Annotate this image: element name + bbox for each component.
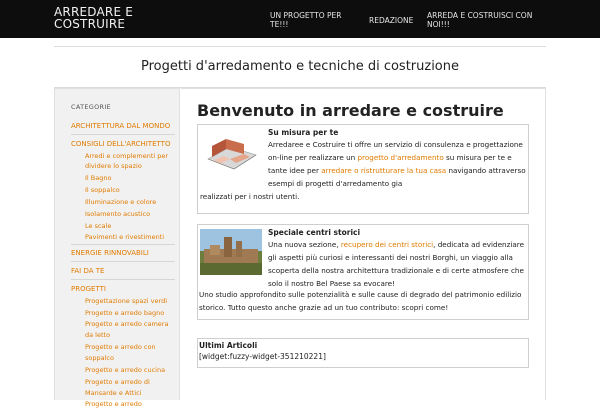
subcategory-item[interactable]: Progetto e arredo camera: [85, 320, 169, 328]
project-rendering-image[interactable]: [200, 129, 262, 175]
subcategory-item[interactable]: Progettazione spazi verdi: [85, 297, 168, 305]
box-text-continued: Uno studio approfondito sulle potenzialità e sulle cause di degrado del patrimonio edilizio storico. Tutto questo anche grazie ad un tuo contributo: scopri come!: [199, 290, 522, 312]
divider: [71, 244, 175, 245]
subcategory-item[interactable]: Mansarde e Attici: [85, 389, 142, 397]
subcategory-item[interactable]: Illuminazione e colore: [85, 198, 157, 206]
subcategory-item[interactable]: da letto: [85, 331, 111, 339]
site-tagline: Progetti d'arredamento e tecniche di costruzione: [141, 59, 459, 74]
box-text: Una nuova sezione, recupero dei centri storici, dedicata ad evidenziare gli aspetti più curiosi e interessanti dei nostri Borghi, un viaggio alla scoperta della nostra architettura tradizionale e di certe atmosfere che solo il nostro Bel Paese sa evocare!: [268, 240, 524, 288]
box-title: Speciale centri storici: [268, 228, 361, 237]
subcategory-item[interactable]: Progetto e arredo di: [85, 378, 150, 386]
category-energie[interactable]: ENERGIE RINNOVABILI: [71, 249, 149, 257]
widget-placeholder: [widget:fuzzy-widget-351210221]: [199, 352, 326, 361]
link-progetto-arredamento[interactable]: progetto d'arredamento: [357, 153, 444, 162]
divider: [54, 46, 546, 47]
page-title: Benvenuto in arredare e costruire: [197, 101, 504, 120]
subcategory-item[interactable]: Isolamento acustico: [85, 210, 151, 218]
subcategory-item[interactable]: Il soppalco: [85, 186, 120, 194]
subcategory-item[interactable]: dividere lo spazio: [85, 162, 142, 170]
category-architettura[interactable]: ARCHITETTURA DAL MONDO: [71, 122, 171, 130]
sidebar-heading: CATEGORIE: [71, 103, 111, 111]
subcategory-item[interactable]: Il Bagno: [85, 174, 112, 182]
divider: [71, 261, 175, 262]
divider: [71, 279, 175, 280]
subcategory-item[interactable]: Progetto e arredo cucina: [85, 366, 166, 374]
subcategory-item[interactable]: Progetto e arredo: [85, 400, 142, 408]
nav-item-progetto[interactable]: UN PROGETTO PER TE!!!: [270, 11, 342, 29]
category-consigli[interactable]: CONSIGLI DELL'ARCHITETTO: [71, 140, 171, 148]
nav-item-redazione[interactable]: REDAZIONE: [369, 16, 414, 25]
subcategory-item[interactable]: Progetto e arredo con: [85, 343, 156, 351]
site-title-link[interactable]: [54, 6, 133, 30]
site-title-line1: ARREDARE E: [54, 5, 134, 19]
subcategory-item[interactable]: Le scale: [85, 222, 112, 230]
box-text-continued: realizzati per i nostri utenti.: [200, 192, 300, 201]
link-arredare-ristrutturare[interactable]: arredare o ristrutturare la tua casa: [321, 166, 447, 175]
box-text: Arredaree e Costruire ti offre un servizio di consulenza e progettazione on-line per realizzare un progetto d'arredamento su misura per te e tante idee per arredare o ristrutturare la tua casa navigando attraverso esempi di progetti d'arredamento gia: [268, 140, 526, 188]
subcategory-item[interactable]: soppalco: [85, 354, 114, 362]
historic-town-image[interactable]: [200, 229, 262, 275]
nav-item-arreda[interactable]: ARREDA E COSTRUISCI CON NOI!!!: [427, 11, 533, 29]
top-bar: [0, 0, 600, 38]
subcategory-item[interactable]: Arredi e complementi per: [85, 152, 169, 160]
category-fai-da-te[interactable]: FAI DA TE: [71, 267, 105, 275]
link-recupero-centri-storici[interactable]: recupero dei centri storici: [340, 240, 434, 249]
subcategory-item[interactable]: Pavimenti e rivestimenti: [85, 233, 165, 241]
subcategory-item[interactable]: Progetto e arredo bagno: [85, 309, 165, 317]
divider: [71, 134, 175, 135]
box-title: Su misura per te: [268, 128, 339, 137]
box-title: Ultimi Articoli: [199, 341, 258, 350]
sidebar: [54, 88, 180, 408]
category-progetti[interactable]: PROGETTI: [71, 285, 106, 293]
site-title-line2: COSTRUIRE: [54, 17, 126, 31]
